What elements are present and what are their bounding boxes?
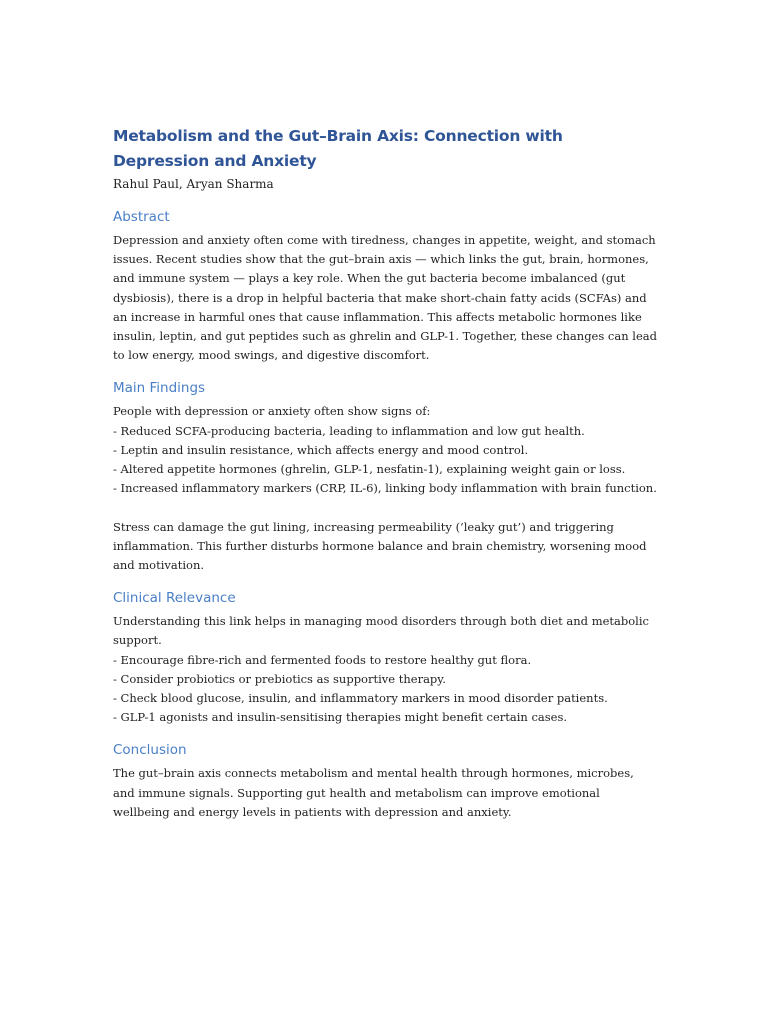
findings-section <box>113 378 658 575</box>
conclusion-heading: Conclusion <box>113 742 187 759</box>
document-page <box>113 124 658 822</box>
clinical-item: - Consider probiotics or prebiotics as supportive therapy. <box>113 671 446 686</box>
findings-item: - Altered appetite hormones (ghrelin, GLP-1, nesfatin-1), explaining weight gain or loss. <box>113 462 626 477</box>
abstract-text: Depression and anxiety often come with tiredness, changes in appetite, weight, and stomach issues. Recent studies show that the gut–brain axis — which links the gut, brain, hormones, and immune system — plays a key role. When the gut bacteria become imbalanced (gut dysbiosis), there is a drop in helpful bacteria that make short-chain fatty acids (SCFAs) and an increase in harmful ones that cause inflammation. This affects metabolic hormones like insulin, leptin, and gut peptides such as ghrelin and GLP-1. Together, these changes can lead to low energy, mood swings, and digestive discomfort. <box>113 233 657 363</box>
clinical-heading: Clinical Relevance <box>113 590 236 607</box>
clinical-item: - Encourage fibre-rich and fermented foods to restore healthy gut flora. <box>113 652 532 667</box>
abstract-section <box>113 207 658 365</box>
abstract-heading: Abstract <box>113 209 170 225</box>
clinical-section <box>113 588 658 727</box>
paper-authors: Rahul Paul, Aryan Sharma <box>113 177 274 191</box>
findings-item: - Reduced SCFA-producing bacteria, leading to inflammation and low gut health. <box>113 423 585 438</box>
clinical-item: - Check blood glucose, insulin, and inflammatory markers in mood disorder patients. <box>113 691 608 706</box>
findings-intro: People with depression or anxiety often show signs of: <box>113 404 431 419</box>
findings-stress-paragraph: Stress can damage the gut lining, increasing permeability (‘leaky gut’) and triggering inflammation. This further disturbs hormone balance and brain chemistry, worsening mood and motivation. <box>113 519 647 573</box>
clinical-intro: Understanding this link helps in managing mood disorders through both diet and metabolic support. <box>113 614 649 648</box>
conclusion-section <box>113 740 658 822</box>
clinical-item: - GLP-1 agonists and insulin-sensitising therapies might benefit certain cases. <box>113 710 568 725</box>
paper-title: Metabolism and the Gut–Brain Axis: Connection with Depression and Anxiety <box>113 127 563 170</box>
findings-heading: Main Findings <box>113 380 206 397</box>
findings-item: - Leptin and insulin resistance, which affects energy and mood control. <box>113 442 529 457</box>
conclusion-text: The gut–brain axis connects metabolism and mental health through hormones, microbes, and immune signals. Supporting gut health and metabolism can improve emotional wellbeing and energy levels in patients with depression and anxiety. <box>113 766 634 819</box>
findings-item: - Increased inflammatory markers (CRP, IL-6), linking body inflammation with brain function. <box>113 481 657 496</box>
paragraph-spacer <box>113 498 658 517</box>
